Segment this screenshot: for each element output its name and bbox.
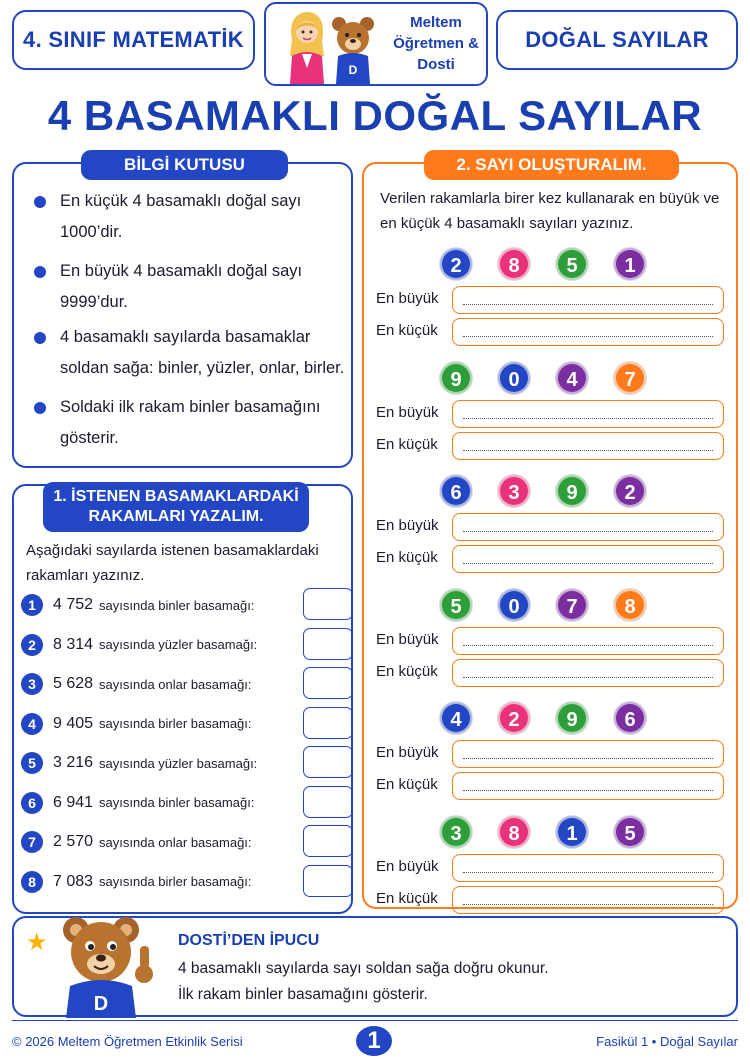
digit-circle: 3	[440, 816, 472, 848]
question-number-badge: 1	[21, 594, 43, 616]
question-number-badge: 4	[21, 713, 43, 735]
section-1-tag	[43, 482, 309, 532]
info-item	[34, 186, 346, 248]
largest-label: En büyük	[376, 290, 439, 307]
question-description: sayısında yüzler basamağı:	[99, 755, 258, 771]
question-number-badge: 7	[21, 831, 43, 853]
question-number-value: 9 405	[53, 714, 94, 732]
smallest-label: En küçük	[376, 435, 438, 453]
digit-circle: 1	[614, 248, 646, 280]
digit-circle: 2	[440, 248, 472, 280]
smallest-label: En küçük	[376, 889, 438, 907]
question-number-badge: 8	[21, 871, 43, 893]
question-row	[21, 825, 351, 859]
info-item-text: 4 basamaklı sayılarda basamaklar soldan sağa: binler, yüzler, onlar, birler.	[60, 328, 345, 377]
digit-circle: 4	[556, 362, 588, 394]
smallest-label: En küçük	[376, 322, 438, 339]
question-description: sayısında birler basamağı:	[99, 716, 252, 731]
svg-text:D: D	[348, 63, 358, 77]
question-row	[21, 667, 351, 701]
footer-series: Fasikül 1 • Doğal Sayılar	[596, 1034, 738, 1049]
digit-circle: 2	[498, 702, 530, 734]
header-right-box	[496, 10, 738, 70]
question-row	[21, 628, 351, 662]
bear-mascot-illustration	[48, 908, 158, 1018]
digit-circle: 9	[556, 702, 588, 734]
smallest-answer-field[interactable]	[452, 886, 724, 914]
info-item	[34, 392, 346, 454]
bullet-icon	[34, 266, 46, 278]
page-title: 4 BASAMAKLI DOĞAL SAYILAR	[47, 92, 703, 139]
teacher-illustration	[284, 10, 330, 84]
question-number-value: 3 216	[53, 754, 94, 771]
svg-text:D: D	[93, 993, 109, 1015]
info-item-text: En küçük 4 basamaklı doğal sayı 1000’dir.	[60, 192, 302, 241]
largest-answer-field[interactable]	[452, 286, 724, 314]
digit-circle: 8	[498, 248, 530, 280]
section-1	[12, 484, 353, 914]
smallest-answer-field[interactable]	[452, 772, 724, 800]
section-1-instructions: Aşağıdaki sayılarda istenen basamaklardaki rakamları yazınız.	[26, 542, 319, 584]
question-number-badge: 5	[21, 752, 43, 774]
answer-box[interactable]	[303, 628, 353, 660]
answer-box[interactable]	[303, 667, 353, 699]
question-row	[21, 588, 351, 622]
digit-circle: 0	[498, 589, 530, 621]
digit-circle: 8	[498, 816, 530, 848]
bullet-icon	[34, 196, 46, 208]
digit-circle: 5	[614, 816, 646, 848]
footer-copyright: © 2026 Meltem Öğretmen Etkinlik Serisi	[12, 1034, 243, 1049]
answer-box[interactable]	[303, 786, 353, 818]
largest-label: En büyük	[376, 857, 439, 875]
section-1-tag-line-2: RAKAMLARI YAZALIM.	[88, 508, 264, 525]
smallest-answer-field[interactable]	[452, 318, 724, 346]
smallest-label: En küçük	[376, 662, 438, 680]
question-row	[21, 786, 351, 820]
info-item-text: En büyük 4 basamaklı doğal sayı 9999’dur.	[60, 262, 303, 311]
question-description: sayısında onlar basamağı:	[99, 834, 252, 850]
question-number-value: 6 941	[53, 793, 94, 811]
tip-line-2: İlk rakam binler basamağını gösterir.	[178, 986, 428, 1003]
digit-circle: 4	[440, 702, 472, 734]
brand-box	[264, 2, 488, 86]
section-2-instructions: Verilen rakamlarla birer kez kullanarak en büyük ve en küçük 4 basamaklı sayıları yazınız.	[380, 190, 720, 232]
digit-circle: 1	[556, 816, 588, 848]
largest-label: En büyük	[376, 744, 439, 761]
question-number-value: 7 083	[53, 872, 94, 890]
largest-label: En büyük	[376, 517, 439, 534]
question-row	[21, 746, 351, 780]
section-2	[362, 155, 738, 909]
question-row	[21, 707, 351, 741]
page-number: 1	[356, 1026, 392, 1056]
brand-line-1: Meltem	[410, 14, 462, 31]
smallest-answer-field[interactable]	[452, 659, 724, 687]
digit-circle: 6	[440, 475, 472, 507]
smallest-answer-field[interactable]	[452, 545, 724, 573]
digit-circle: 5	[556, 248, 588, 280]
question-description: sayısında binler basamağı:	[99, 795, 255, 810]
question-number-value: 2 570	[53, 833, 94, 850]
info-box	[12, 155, 353, 468]
header-left-box	[12, 10, 255, 70]
digit-circle: 7	[614, 362, 646, 394]
digit-circle: 8	[614, 589, 646, 621]
question-description: sayısında yüzler basamağı:	[99, 637, 258, 652]
smallest-label: En küçük	[376, 549, 438, 566]
answer-box[interactable]	[303, 865, 353, 897]
answer-box[interactable]	[303, 825, 353, 857]
info-item	[34, 256, 346, 318]
largest-answer-field[interactable]	[452, 740, 724, 768]
largest-label: En büyük	[376, 630, 439, 648]
question-number-value: 5 628	[53, 675, 94, 692]
digit-circle: 6	[614, 702, 646, 734]
section-2-tag: 2. SAYI OLUŞTURALIM.	[424, 150, 679, 180]
tip-box	[12, 916, 738, 1017]
digit-circle: 0	[498, 362, 530, 394]
question-number-value: 8 314	[53, 635, 94, 653]
question-description: sayısında binler basamağı:	[99, 597, 255, 613]
largest-label: En büyük	[376, 403, 439, 421]
answer-box[interactable]	[303, 588, 353, 620]
question-description: sayısında onlar basamağı:	[99, 676, 252, 692]
largest-answer-field[interactable]	[452, 400, 724, 428]
question-description: sayısında birler basamağı:	[99, 874, 252, 889]
bear-illustration	[330, 14, 376, 84]
info-box-tag: BİLGİ KUTUSU	[81, 150, 288, 180]
digit-circle: 9	[440, 362, 472, 394]
tip-title: DOSTİ’DEN İPUCU	[178, 932, 320, 949]
bullet-icon	[34, 402, 46, 414]
question-number-value: 4 752	[53, 596, 94, 613]
question-number-badge: 3	[21, 673, 43, 695]
digit-circle: 9	[556, 475, 588, 507]
question-row	[21, 865, 351, 899]
brand-line-2: Öğretmen &	[393, 35, 479, 52]
digit-circle: 5	[440, 589, 472, 621]
answer-box[interactable]	[303, 746, 353, 778]
smallest-label: En küçük	[376, 776, 438, 793]
info-item	[34, 322, 346, 384]
tip-line-1: 4 basamaklı sayılarda sayı soldan sağa doğru okunur.	[178, 960, 549, 977]
answer-box[interactable]	[303, 707, 353, 739]
section-1-tag-line-1: 1. İSTENEN BASAMAKLARDAKİ	[53, 488, 299, 505]
brand-line-3: Dosti	[417, 56, 455, 73]
info-item-text: Soldaki ilk rakam binler basamağını gösterir.	[60, 398, 321, 447]
bullet-icon	[34, 332, 46, 344]
digit-circle: 3	[498, 475, 530, 507]
topic-title: DOĞAL SAYILAR	[525, 27, 709, 52]
digit-circle: 2	[614, 475, 646, 507]
smallest-answer-field[interactable]	[452, 432, 724, 460]
digit-circle: 7	[556, 589, 588, 621]
question-number-badge: 2	[21, 634, 43, 656]
subject-title: 4. SINIF MATEMATİK	[23, 27, 244, 52]
question-number-badge: 6	[21, 792, 43, 814]
star-icon: ★	[26, 929, 48, 956]
largest-answer-field[interactable]	[452, 513, 724, 541]
largest-answer-field[interactable]	[452, 854, 724, 882]
largest-answer-field[interactable]	[452, 627, 724, 655]
brand-name	[386, 12, 486, 75]
footer-divider	[12, 1020, 738, 1021]
